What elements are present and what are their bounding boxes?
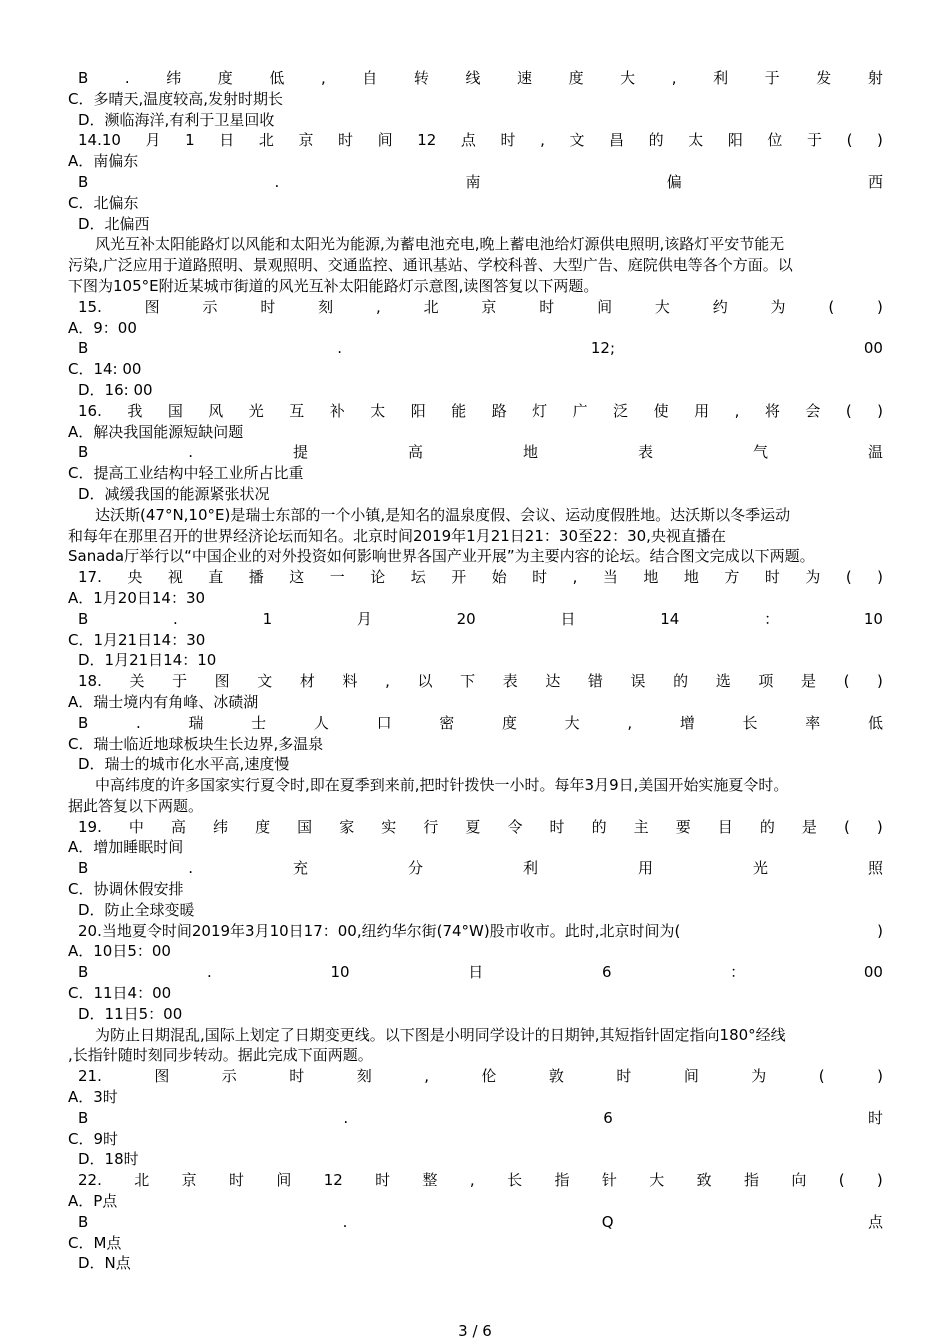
text-token: 大 [564,713,580,732]
text-token: 发 [816,69,832,87]
text-token: 刻 [318,297,334,316]
text-token: , [469,1171,475,1190]
text-token: 时 [338,131,354,150]
text-token: 6 [603,1108,613,1127]
justified-text-line [68,297,883,318]
text-token: 长 [507,1171,523,1190]
text-token: 转 [413,69,429,87]
text-token: 昌 [609,131,625,150]
text-token: 将 [764,401,780,420]
text-token: 充 [293,859,309,878]
text-token: 关 [129,672,145,691]
text-token: 开 [451,568,467,587]
text-token: ) [877,297,883,316]
paragraph-continuation: 据此答复以下两题。 [68,796,204,815]
text-token: 时 [260,297,276,316]
text-token: 材 [299,672,315,691]
text-token: 低 [867,713,883,732]
text-token: 分 [408,859,424,878]
text-token: . [206,963,212,982]
text-token: 提 [293,443,309,462]
text-token: ) [877,672,883,691]
text-token: 大 [654,297,670,316]
text-token: 偏 [666,172,682,191]
text-token: 于 [172,672,188,691]
option-line: A．10日5：00 [68,942,171,961]
text-token: ( [843,817,850,836]
text-token: B [78,1108,89,1127]
text-token: 直 [208,568,224,587]
text-token: 自 [362,69,378,87]
text-token: B [78,963,89,982]
text-token: , [540,131,545,150]
text-token: 日 [560,609,576,628]
text-token: 表 [637,443,653,462]
text-token: 长 [742,713,758,732]
text-token: 高 [170,817,186,836]
text-token: 纬 [166,69,182,87]
text-token: 南 [465,172,481,191]
text-token: 地 [683,568,699,587]
justified-text-line [68,442,883,463]
text-token: 论 [370,568,386,587]
option-line: C．提高工业结构中轻工业所占比重 [68,464,304,483]
text-token: 达 [545,672,561,691]
option-line: D．濒临海洋,有利于卫星回收 [78,110,275,129]
text-token: 时 [532,568,548,587]
text-token: 21. [78,1067,102,1086]
option-line: D．18时 [78,1150,139,1169]
text-token: 射 [867,69,883,87]
text-token: 10 [863,609,883,628]
option-line: D．北偏西 [78,214,150,233]
text-token: 点 [867,1212,883,1231]
text-token: ( [845,568,852,587]
text-token: 互 [289,401,305,420]
text-token: 纬 [213,817,229,836]
text-token: . [274,172,280,191]
text-token: 的 [648,131,664,150]
justified-text-line [68,1066,883,1087]
text-token: 日 [468,963,484,982]
text-token: . [337,339,342,358]
option-line: C．1月21日14：30 [68,630,206,649]
text-token: 方 [724,568,740,587]
text-token: 使 [653,401,669,420]
text-token: 阳 [410,401,426,420]
text-token: 19. [78,817,102,836]
text-token: 12; [590,339,615,358]
text-token: 灯 [532,401,548,420]
text-token: 指 [554,1171,570,1190]
text-token: B [78,609,89,628]
text-token: 气 [752,443,768,462]
text-token: 图 [144,297,160,316]
justified-text-line [68,609,883,630]
text-token: 示 [202,297,218,316]
text-token: 12 [323,1171,343,1190]
text-token: 光 [752,859,768,878]
text-token: , [385,672,390,691]
option-line: D．11日5：00 [78,1004,183,1023]
text-token: 国 [297,817,313,836]
text-token: 1 [262,609,273,628]
text-token: 10 [330,963,350,982]
option-line: A．3时 [68,1088,118,1107]
justified-text-line [68,817,883,838]
text-token: ) [877,921,883,940]
text-token: 间 [377,131,393,150]
text-token: 以 [417,672,433,691]
text-token: 能 [451,401,467,420]
text-token: ： [764,609,780,628]
text-token: 太 [688,131,704,150]
text-token: B [78,859,89,878]
text-token: 主 [633,817,649,836]
text-token: 西 [867,172,883,191]
justified-text-line [68,172,883,193]
text-token: 士 [251,713,267,732]
page-number: 3 / 6 [458,1322,492,1340]
text-token: 文 [569,131,585,150]
text-token: 坛 [410,568,426,587]
text-token: B [78,339,89,358]
text-token: 增 [679,713,695,732]
text-token: 敦 [548,1067,564,1086]
option-line: C．11日4：00 [68,984,172,1003]
text-token: 向 [791,1171,807,1190]
text-token: 约 [712,297,728,316]
justified-text-line [68,68,883,89]
option-line: A．南偏东 [68,152,139,171]
text-token: 行 [423,817,439,836]
text-token: 间 [276,1171,292,1190]
option-line: C．M点 [68,1233,122,1252]
text-token: 光 [248,401,264,420]
text-token: 夏 [465,817,481,836]
option-line: D．瑞士的城市化水平高,速度慢 [78,755,290,774]
text-token: ： [730,963,746,982]
text-token: 瑞 [188,713,204,732]
text-token: . [343,1108,349,1127]
text-token: 人 [313,713,329,732]
text-token: 18. [78,672,102,691]
text-token: 目 [717,817,733,836]
option-line: A．解决我国能源短缺问题 [68,422,244,441]
text-token: , [671,69,677,87]
option-line: D．减缓我国的能源紧张状况 [78,484,270,503]
text-token: 始 [491,568,507,587]
paragraph-continuation: 下图为105°E附近某城市街道的风光互补太阳能路灯示意图,读图答复以下两题。 [68,276,599,295]
text-token: ( [818,1067,825,1086]
text-token: 时 [616,1067,632,1086]
text-token: ( [838,1171,845,1190]
text-token: 当 [602,568,618,587]
text-token: 针 [601,1171,617,1190]
text-token: 用 [694,401,710,420]
text-token: ) [877,401,883,420]
text-token: 国 [167,401,183,420]
text-token: 中 [128,817,144,836]
text-token: 大 [620,69,636,87]
text-token: . [173,609,178,628]
text-token: . [342,1212,348,1231]
text-token: 误 [630,672,646,691]
text-token: 度 [568,69,584,87]
justified-text-line [68,713,883,734]
justified-text-line [68,401,883,422]
text-token: 月 [356,609,372,628]
text-token: 为 [770,297,786,316]
text-token: 线 [465,69,481,87]
text-token: 阳 [727,131,743,150]
text-token: B [78,443,89,462]
text-token: 月 [145,131,161,150]
text-token: 16. [78,401,102,420]
text-token: 泛 [613,401,629,420]
text-token: 时 [549,817,565,836]
option-line: A．P点 [68,1192,118,1211]
option-line: D．防止全球变暖 [78,900,195,919]
text-token: . [188,859,194,878]
paragraph-continuation: ,长指针随时刻同步转动。据此完成下面两题。 [68,1046,373,1065]
option-line: C．9时 [68,1129,119,1148]
text-token: 位 [767,131,783,150]
paragraph-line: 达沃斯(47°N,10°E)是瑞士东部的一个小镇,是知名的温泉度假、会议、运动度假胜地。达沃斯以冬季运动 [95,505,791,524]
document-page [68,68,883,1274]
text-token: 为 [805,568,821,587]
text-token: 家 [339,817,355,836]
justified-text-line [68,1212,883,1233]
option-line: A．增加睡眠时间 [68,838,184,857]
text-token: 于 [764,69,780,87]
option-line: A．瑞士境内有角峰、冰碛湖 [68,692,259,711]
text-token: 时 [375,1171,391,1190]
text-token: ( [845,401,852,420]
text-token: 下 [460,672,476,691]
text-token: 间 [597,297,613,316]
text-token: 地 [643,568,659,587]
text-token: 错 [587,672,603,691]
justified-text-line [68,1170,883,1191]
paragraph-continuation: Sanada厅举行以“中国企业的对外投资如何影响世界各国产业开展”为主要内容的论坛。结合图文完成以下两题。 [68,547,815,566]
text-token: 时 [764,568,780,587]
text-token: 选 [715,672,731,691]
justified-text-line [68,338,883,359]
option-line: C．北偏东 [68,193,139,212]
text-token: 太 [370,401,386,420]
justified-text-line [68,858,883,879]
option-line: A．9：00 [68,318,137,337]
text-token: 间 [683,1067,699,1086]
text-token: 1 [185,131,195,150]
text-token: 图 [154,1067,170,1086]
text-token: 低 [269,69,285,87]
paragraph-continuation: 污染,广泛应用于道路照明、景观照明、交通监控、通讯基站、学校科普、大型广告、庭院供电等各个方面。以 [68,256,793,275]
text-token: 口 [376,713,392,732]
text-token: 项 [758,672,774,691]
text-token: ) [877,131,883,150]
text-token: 视 [167,568,183,587]
text-token: 时 [289,1067,305,1086]
text-token: 20 [456,609,476,628]
text-token: 要 [675,817,691,836]
text-token: . [188,443,194,462]
text-token: 示 [221,1067,237,1086]
text-token: 6 [601,963,612,982]
text-token: 15. [78,297,102,316]
text-token: 京 [298,131,314,150]
text-token: 时 [867,1108,883,1127]
text-token: 令 [507,817,523,836]
text-token: 密 [439,713,455,732]
text-token: ) [876,817,883,836]
text-token: 的 [591,817,607,836]
text-token: 00 [863,339,883,358]
text-token: 时 [228,1171,244,1190]
text-token: , [734,401,740,420]
text-token: , [572,568,578,587]
text-token: 为 [751,1067,767,1086]
text-token: 率 [805,713,821,732]
text-token: 时 [500,131,516,150]
paragraph-continuation: 和每年在那里召开的世界经济论坛而知名。北京时间2019年1月21日21：30至22：30,央视直播在 [68,526,726,545]
text-token: ( [828,297,835,316]
justified-text-line [68,1108,883,1129]
option-line: D．1月21日14：10 [78,651,217,670]
text-token: 高 [408,443,424,462]
text-token: , [627,713,633,732]
option-line: C．瑞士临近地球板块生长边界,多温泉 [68,734,324,753]
text-token: 度 [501,713,517,732]
text-token: 大 [649,1171,665,1190]
text-token: 伦 [481,1067,497,1086]
text-token: B [78,172,89,191]
text-token: 图 [214,672,230,691]
text-token: 用 [637,859,653,878]
justified-text-line [68,567,883,588]
justified-text-line [68,671,883,692]
text-token: 央 [127,568,143,587]
text-token: B [78,713,89,732]
text-token: 播 [248,568,264,587]
justified-text-line [68,130,883,151]
text-token: 路 [491,401,507,420]
text-token: 日 [219,131,235,150]
text-token: 京 [481,297,497,316]
option-line: D．N点 [78,1254,131,1273]
paragraph-line: 中高纬度的许多国家实行夏令时,即在夏季到来前,把时针拨快一小时。每年3月9日,美国开始实施夏令时。 [95,776,789,795]
text-token: 温 [867,443,883,462]
text-token: 指 [743,1171,759,1190]
option-line: D．16: 00 [78,380,153,399]
text-token: , [424,1067,429,1086]
text-token: 会 [805,401,821,420]
text-token: 点 [460,131,476,150]
option-line: C．多晴天,温度较高,发射时期长 [68,89,284,108]
text-token: 我 [127,401,143,420]
text-token: 22. [78,1171,102,1190]
text-token: 刻 [356,1067,372,1086]
text-token: ) [877,1067,883,1086]
text-token: ) [877,568,883,587]
text-token: 风 [208,401,224,420]
text-token: 时 [539,297,555,316]
option-line: C．14: 00 [68,360,142,379]
justified-text-line [68,962,883,983]
text-token: 17. [78,568,102,587]
text-token: 度 [255,817,271,836]
text-token: . [124,69,130,87]
text-token: 一 [329,568,345,587]
text-token: , [375,297,381,316]
text-token: 是 [801,817,817,836]
text-token: ( [843,672,850,691]
text-token: Q [601,1212,614,1231]
option-line: A．1月20日14：30 [68,588,206,607]
text-token: 整 [422,1171,438,1190]
text-token: 14 [660,609,680,628]
option-line: C．协调休假安排 [68,880,184,899]
text-token: , [320,69,326,87]
text-token: 利 [522,859,538,878]
text-token: 表 [502,672,518,691]
text-token: 北 [134,1171,150,1190]
text-token: 文 [257,672,273,691]
text-token: 20.当地夏令时间2019年3月10日17：00,纽约华尔街(74°W)股市收市。此时,北京时间为( [78,921,681,940]
text-token: 照 [867,859,883,878]
justified-text-line [68,921,883,942]
text-token: B [78,69,89,87]
text-token: 的 [759,817,775,836]
paragraph-line: 为防止日期混乱,国际上划定了日期变更线。以下图是小明同学设计的日期钟,其短指针固定指向180°经线 [95,1025,786,1044]
text-token: 14.10 [78,131,121,150]
text-token: 广 [572,401,588,420]
text-token: 北 [423,297,439,316]
text-token: 地 [522,443,538,462]
text-token: ) [876,1171,883,1190]
text-token: 北 [258,131,274,150]
text-token: 00 [863,963,883,982]
text-token: 度 [217,69,233,87]
text-token: . [135,713,141,732]
text-token: 实 [381,817,397,836]
text-token: 利 [713,69,729,87]
text-token: ( [846,131,853,150]
text-token: 于 [807,131,823,150]
text-token: 是 [800,672,816,691]
text-token: 补 [329,401,345,420]
text-token: B [78,1212,89,1231]
text-token: 料 [342,672,358,691]
text-token: 这 [289,568,305,587]
text-token: 12 [417,131,437,150]
text-token: 的 [673,672,689,691]
paragraph-line: 风光互补太阳能路灯以风能和太阳光为能源,为蓄电池充电,晚上蓄电池给灯源供电照明,该路灯平安节能无 [95,235,785,254]
text-token: 致 [696,1171,712,1190]
text-token: 速 [517,69,533,87]
text-token: 京 [181,1171,197,1190]
